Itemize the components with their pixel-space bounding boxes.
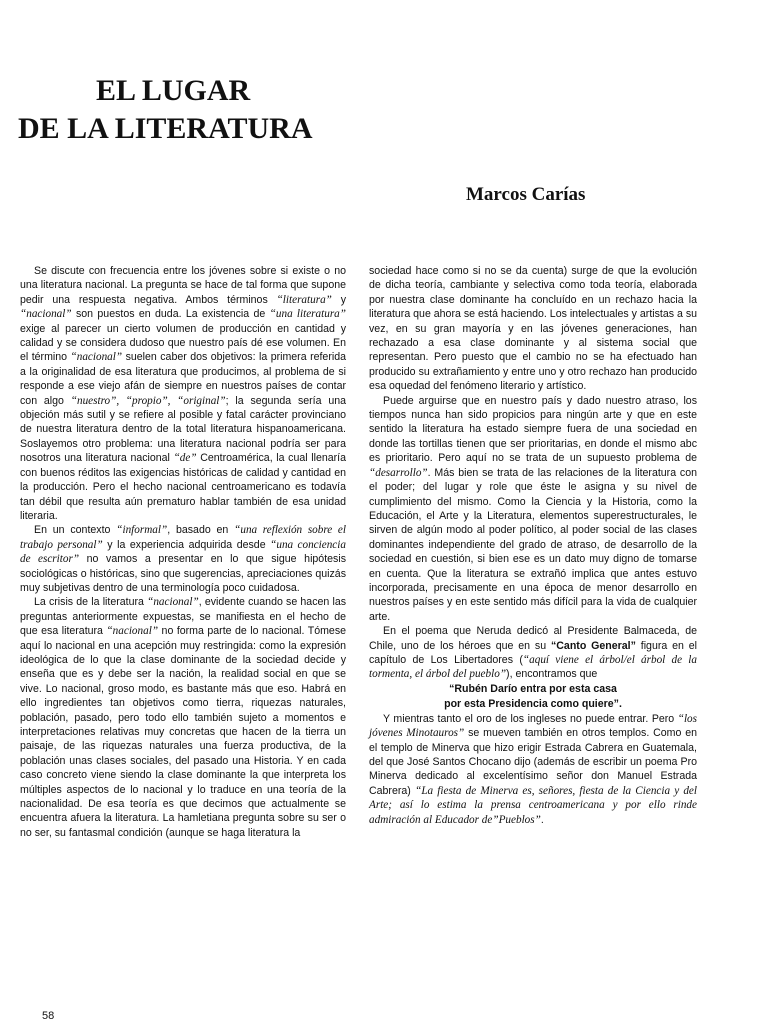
right-paragraph-2: Puede arguirse que en nuestro país y dado nuestro atraso, los tiempos nunca han sido propicios para ningún arte y que en este sentido la literatura ha estado siempre fuera de una sociedad en donde las tortillas tienen que ser prioritarias, en donde el mismo abc es prioritario. Pero aquí no se trata de un supuesto problema de “desarrollo”. Más bien se trata de las relaciones de la literatura con el poder; del lugar y role que éste le asigna y su nivel de cumplimiento del mismo. Como la Ciencia y la Historia, como la Educación, el Arte y la Literatura, elementos superestructurales, le sirven de algún modo al poder político, al poder social de las clases dominantes independiente del grado de atraso, de desarrollo de la sociedad en cuestión, si bien ese es un dato muy digno de tomarse en cuenta. Que la literatura se extrañó implica que antes estuvo incorporada, precisamente en una época de menor desarrollo en nuestros países y en este sentido más difícil para la vida de cualquier arte. bbox=[369, 394, 697, 623]
quote-line-2: por esta Presidencia como quiere”. bbox=[444, 697, 622, 710]
left-column bbox=[20, 264, 346, 840]
left-paragraph-2: En un contexto “informal”, basado en “una reflexión sobre el trabajo personal” y la experiencia adquirida desde “una conciencia de escritor” no vamos a presentar en lo que sigue hipótesis sociológicas o históricas, sino que sugerencias, apreciaciones quizás muy subjetivas dentro de una terminología poco cuidadosa. bbox=[20, 524, 347, 594]
right-paragraph-1: sociedad hace como si no se da cuenta) surge de que la evolución de dicha teoría, cambiante y selectiva como toda teoría, elaborada por nuestra clase dominante ha concluído en un rechazo hacia la literatura que ahora se está haciendo. Los intelectuales y artistas a su vez, en su gran mayoría y en las jóvenes generaciones, han rechazado a esa clase dominante y al sistema social que representan. Pero puesto que el cambio no se ha efectuado han producido su extrañamiento y entre uno y otro rechazo han producido esa oquedad del fenómeno literario y artístico. bbox=[369, 265, 698, 393]
title-line-2: DE LA LITERATURA bbox=[18, 112, 313, 145]
title-line-1: EL LUGAR bbox=[96, 74, 251, 107]
article-title bbox=[18, 72, 348, 148]
right-paragraph-4: Y mientras tanto el oro de los ingleses no puede entrar. Pero “los jóvenes Minotauros” se mueven también en otros templos. Como en el templo de Minerva que hizo erigir Estrada Cabrera en Guatemala, del que José Santos Chocano dijo (además de escribir un poema Pro Minerva dedicado al excelentísimo señor don Manuel Estrada Cabrera) “La fiesta de Minerva es, señores, fiesta de la Ciencia y del Arte; así lo estima la prensa centroamericana y por ello rinde admiración al Educador de”Pueblos”. bbox=[369, 712, 697, 826]
left-paragraph-1: Se discute con frecuencia entre los jóvenes sobre si existe o no una literatura nacional. La pregunta se hace de tal forma que supone pedir una respuesta negativa. Ambos términos “literatura” y “nacional” son puestos en duda. La existencia de “una literatura” exige al parecer un cierto volumen de producción en cantidad y calidad y se considera dudoso que nuestro país dé ese volumen. En el término “nacional” suelen caber dos objetivos: la primera referida a la originalidad de esa literatura que producimos, al problema de si responde a ese viejo afán de siempre en nuestros países de contar con algo “nuestro”, “propio”, “original”; la segunda sería una objeción más sutil y se refiere al posible y fatal carácter provinciano de nuestra literatura dentro de la total literatura hispanoamericana. Soslayemos otro problema: una literatura nacional podría ser para nosotros una literatura nacional “de” Centroamérica, la cual llenaría con buenos réditos las exigencias históricas de calidad y cantidad en la producción. Pero el hecho nacional centroamericano es todavía tan débil que resulta aún prematuro hablar también de esa unidad literaria. bbox=[20, 265, 347, 522]
quote-line-1: “Rubén Darío entra por esta casa bbox=[449, 682, 617, 695]
right-column bbox=[369, 264, 697, 827]
page-number: 58 bbox=[42, 1010, 55, 1022]
block-quote bbox=[369, 682, 697, 712]
right-paragraph-3: En el poema que Neruda dedicó al Presidente Balmaceda, de Chile, uno de los héroes que en su “Canto General” figura en el capítulo de Los Libertadores (“aquí viene el árbol/el árbol de la tormenta, el árbol del pueblo”), encontramos que bbox=[369, 625, 698, 681]
left-paragraph-3: La crisis de la literatura “nacional”, evidente cuando se hacen las preguntas anteriormente expuestas, se manifiesta en el hecho de que esa literatura “nacional” no forma parte de lo nacional. Tómese aquí lo nacional en una acepción muy restringida: como la expresión ideológica de lo que la clase dominante de la sociedad decide y enseña que es y debe ser la nación, la realidad social en que se vive. Lo nacional, groso modo, es bastante más que eso. Habrá en ello ingredientes tan objetivos como tierra, riquezas naturales, población, pasado, pero todo ello también sujeto a momentos e interpretaciones relativas muy concretas que hacen de la tierra un paisaje, de las riquezas naturales una fuerza productiva, de la población unas clases sociales, del pasado una Historia. Y en cada caso concreto viene siendo la clase dominante la que interpreta los múltiples aspectos de lo nacional y lo traduce en una teoría de la nacionalidad. De esa teoría es que decimos que actualmente se encuentra afuera la literatura. La hamletiana pregunta sobre su ser o no ser, su fantasmal condición (aunque se haga literatura la bbox=[20, 596, 347, 839]
author-name: Marcos Carías bbox=[466, 184, 586, 205]
